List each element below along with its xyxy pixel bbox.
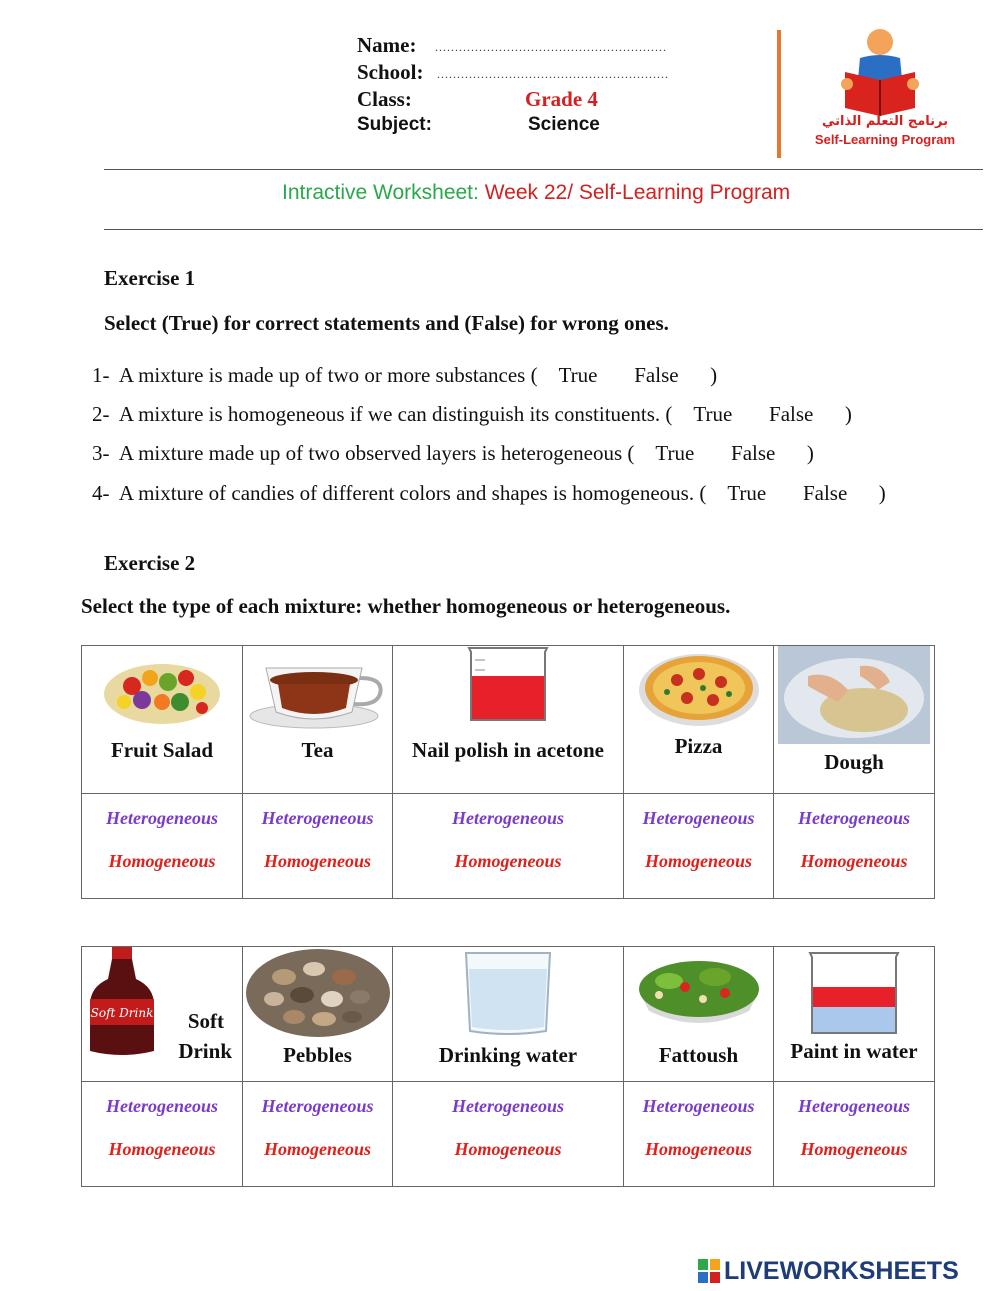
choice-cell xyxy=(624,1082,774,1187)
homogeneous-option[interactable]: Homogeneous xyxy=(644,851,752,871)
logo-arabic-text: برنامج التعلم الذاتي xyxy=(821,114,949,129)
question-number: 2- xyxy=(92,402,110,426)
true-option[interactable]: True xyxy=(693,402,733,426)
true-option[interactable]: True xyxy=(727,481,767,505)
close-paren: ) xyxy=(710,363,718,387)
header-rule-top xyxy=(104,169,983,170)
question-2 xyxy=(92,402,852,427)
false-option[interactable]: False xyxy=(769,402,814,426)
heterogeneous-option[interactable]: Heterogeneous xyxy=(106,808,218,828)
reader-icon xyxy=(805,28,965,118)
item-label: Pizza xyxy=(674,734,723,758)
homogeneous-option[interactable]: Homogeneous xyxy=(108,1139,216,1159)
water-glass-icon xyxy=(462,951,554,1035)
subject-label: Subject: xyxy=(357,114,432,135)
question-3 xyxy=(92,441,814,466)
choice-cell xyxy=(243,1082,393,1187)
fruit-salad-icon xyxy=(102,656,222,726)
pebbles-icon xyxy=(244,947,392,1039)
soft-drink-bottle-icon xyxy=(84,947,160,1057)
exercise2-title: Exercise 2 xyxy=(104,551,196,575)
heterogeneous-option[interactable]: Heterogeneous xyxy=(798,808,910,828)
heterogeneous-option[interactable]: Heterogeneous xyxy=(452,808,564,828)
item-label: Dough xyxy=(824,750,884,774)
homogeneous-option[interactable]: Homogeneous xyxy=(263,851,371,871)
homogeneous-option[interactable]: Homogeneous xyxy=(800,1139,908,1159)
dough-bowl-icon xyxy=(778,646,930,744)
close-paren: ) xyxy=(878,481,886,505)
homogeneous-option[interactable]: Homogeneous xyxy=(263,1139,371,1159)
choice-cell xyxy=(82,794,243,899)
item-label: Pebbles xyxy=(283,1043,352,1067)
beaker-layers-icon xyxy=(806,951,902,1035)
pizza-icon xyxy=(637,648,761,728)
mixture-table-2 xyxy=(81,946,935,1187)
exercise1-instruction: Select (True) for correct statements and (False) for wrong ones. xyxy=(104,311,669,335)
item-fruit-salad xyxy=(82,646,243,794)
exercise2-instruction: Select the type of each mixture: whether homogeneous or heterogeneous. xyxy=(81,594,731,618)
liveworksheets-text: LIVEWORKSHEETS xyxy=(724,1257,959,1285)
banner xyxy=(282,181,790,205)
item-label: Paint in water xyxy=(790,1039,918,1063)
true-option[interactable]: True xyxy=(655,441,695,465)
heterogeneous-option[interactable]: Heterogeneous xyxy=(261,808,374,828)
choice-cell xyxy=(393,1082,624,1187)
heterogeneous-option[interactable]: Heterogeneous xyxy=(798,1096,910,1116)
name-field[interactable]: .......................................................... xyxy=(435,40,667,54)
homogeneous-option[interactable]: Homogeneous xyxy=(800,851,908,871)
question-4 xyxy=(92,481,886,506)
liveworksheets-icon xyxy=(698,1259,720,1283)
class-label: Class: xyxy=(357,87,412,111)
choice-cell xyxy=(774,794,935,899)
item-label: Fattoush xyxy=(658,1043,739,1067)
bottle-label: Soft Drink xyxy=(90,1006,154,1020)
mixture-table-1 xyxy=(81,645,935,899)
false-option[interactable]: False xyxy=(731,441,776,465)
subject-value: Science xyxy=(528,114,600,135)
item-pizza xyxy=(624,646,774,794)
question-number: 4- xyxy=(92,481,110,505)
item-nail-polish xyxy=(393,646,624,794)
choice-cell xyxy=(774,1082,935,1187)
banner-suffix: Week 22/ Self-Learning Program xyxy=(484,181,791,204)
item-label: Drinking water xyxy=(438,1043,578,1067)
true-option[interactable]: True xyxy=(558,363,598,387)
question-text: A mixture is made up of two or more substances ( xyxy=(118,363,538,387)
homogeneous-option[interactable]: Homogeneous xyxy=(108,851,216,871)
question-text: A mixture of candies of different colors and shapes is homogeneous. ( xyxy=(118,481,707,505)
heterogeneous-option[interactable]: Heterogeneous xyxy=(106,1096,218,1116)
heterogeneous-option[interactable]: Heterogeneous xyxy=(261,1096,374,1116)
heterogeneous-option[interactable]: Heterogeneous xyxy=(642,1096,755,1116)
item-paint-in-water xyxy=(774,947,935,1082)
school-label: School: xyxy=(357,60,424,84)
item-label: Nail polish in acetone xyxy=(412,738,604,762)
choice-cell xyxy=(393,794,624,899)
heterogeneous-option[interactable]: Heterogeneous xyxy=(452,1096,564,1116)
class-value: Grade 4 xyxy=(525,87,598,111)
question-number: 3- xyxy=(92,441,110,465)
self-learning-logo xyxy=(805,28,965,153)
item-drinking-water xyxy=(393,947,624,1082)
header-rule-bottom xyxy=(104,229,983,230)
beaker-red-icon xyxy=(465,646,551,724)
logo-english-text: Self-Learning Program xyxy=(814,132,956,147)
homogeneous-option[interactable]: Homogeneous xyxy=(644,1139,752,1159)
choice-cell xyxy=(243,794,393,899)
item-soft-drink xyxy=(82,947,243,1082)
item-dough xyxy=(774,646,935,794)
heterogeneous-option[interactable]: Heterogeneous xyxy=(642,808,755,828)
question-text: A mixture is homogeneous if we can distinguish its constituents. ( xyxy=(118,402,673,426)
item-label: Soft xyxy=(187,1009,224,1033)
liveworksheets-logo xyxy=(698,1257,994,1285)
choice-cell xyxy=(624,794,774,899)
exercise1-title: Exercise 1 xyxy=(104,266,196,290)
choice-cell xyxy=(82,1082,243,1187)
close-paren: ) xyxy=(806,441,814,465)
item-label: Fruit Salad xyxy=(110,738,214,762)
false-option[interactable]: False xyxy=(634,363,679,387)
item-tea xyxy=(243,646,393,794)
name-label: Name: xyxy=(357,33,417,57)
banner-prefix: Intractive Worksheet: xyxy=(282,181,479,204)
false-option[interactable]: False xyxy=(802,481,848,505)
header-divider xyxy=(777,30,781,158)
school-field[interactable]: .......................................................... xyxy=(437,67,669,81)
question-number: 1- xyxy=(92,363,110,387)
item-pebbles xyxy=(243,947,393,1082)
tea-cup-icon xyxy=(248,650,388,732)
homogeneous-option[interactable]: Homogeneous xyxy=(454,1139,562,1159)
close-paren: ) xyxy=(844,402,852,426)
fattoush-salad-icon xyxy=(629,951,769,1033)
question-1 xyxy=(92,363,717,388)
homogeneous-option[interactable]: Homogeneous xyxy=(454,851,562,871)
item-label: Tea xyxy=(301,738,334,762)
question-text: A mixture made up of two observed layers is heterogeneous ( xyxy=(118,441,635,465)
item-fattoush xyxy=(624,947,774,1082)
item-label: Drink xyxy=(178,1039,232,1063)
